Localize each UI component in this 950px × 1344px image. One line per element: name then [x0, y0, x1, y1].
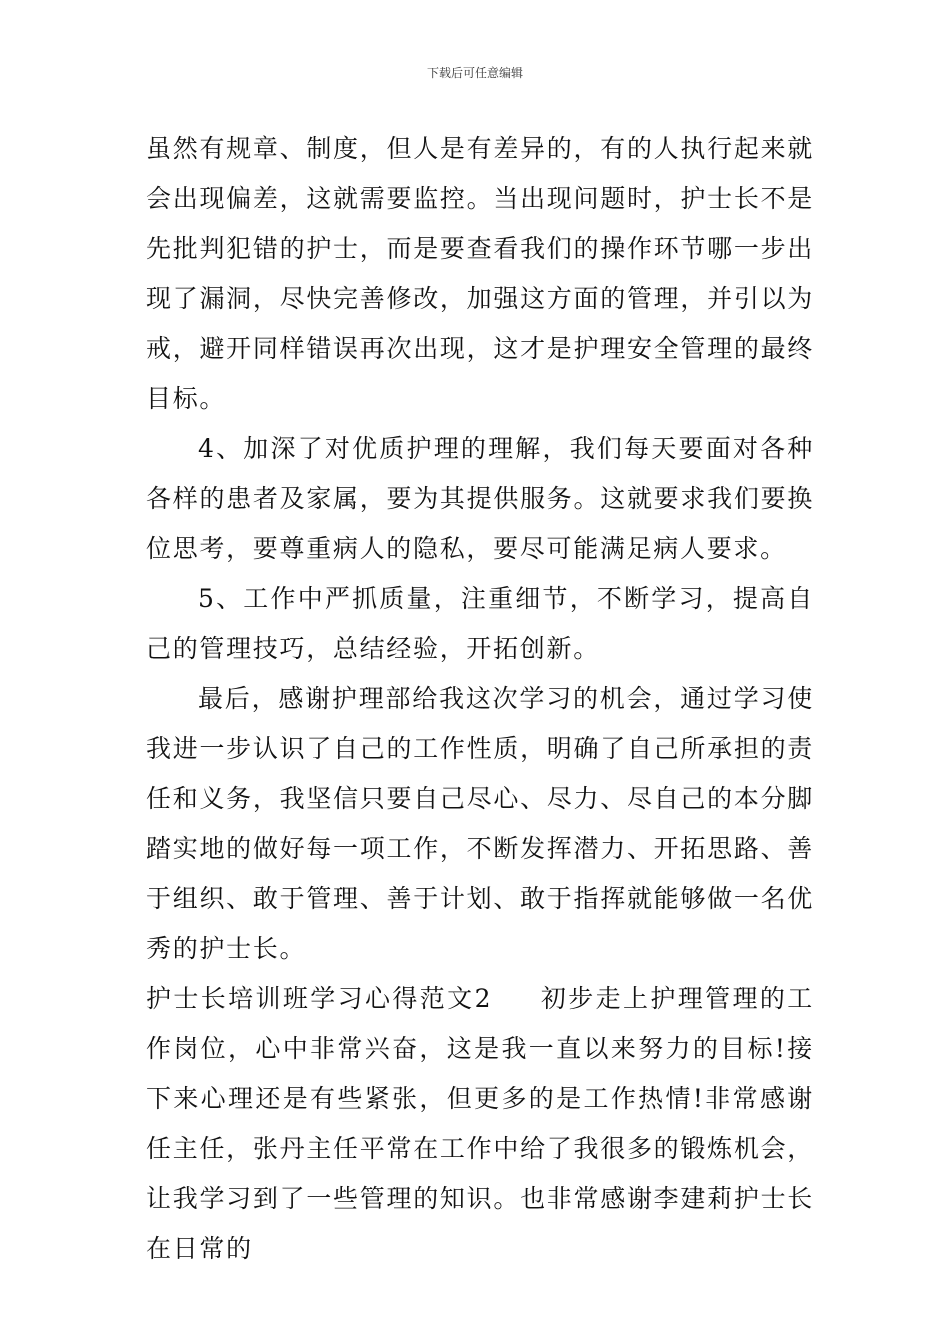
document-body: [146, 124, 814, 1274]
section-2: [146, 974, 814, 1274]
section-2-body: 初步走上护理管理的工作岗位，心中非常兴奋，这是我一直以来努力的目标!接下来心理还是有些紧张，但更多的是工作热情!非常感谢任主任，张丹主任平常在工作中给了我很多的锻炼机会，让我学习到了一些管理的知识。也非常感谢李建莉护士长在日常的: [146, 984, 814, 1263]
paragraph-item-4: 4、加深了对优质护理的理解，我们每天要面对各种各样的患者及家属，要为其提供服务。这就要求我们要换位思考，要尊重病人的隐私，要尽可能满足病人要求。: [146, 434, 814, 563]
paragraph-supervision: 虽然有规章、制度，但人是有差异的，有的人执行起来就会出现偏差，这就需要监控。当出现问题时，护士长不是先批判犯错的护士，而是要查看我们的操作环节哪一步出现了漏洞，尽快完善修改，加强这方面的管理，并引以为戒，避开同样错误再次出现，这才是护理安全管理的最终目标。: [146, 134, 814, 413]
page-header: 下载后可任意编辑: [426, 66, 523, 80]
paragraph-conclusion: 最后，感谢护理部给我这次学习的机会，通过学习使我进一步认识了自己的工作性质，明确了自己所承担的责任和义务，我坚信只要自己尽心、尽力、尽自己的本分脚踏实地的做好每一项工作，不断发挥潜力、开拓思路、善于组织、敢于管理、善于计划、敢于指挥就能够做一名优秀的护士长。: [146, 684, 814, 963]
section-2-title: 护士长培训班学习心得范文2: [146, 984, 493, 1013]
paragraph-item-5: 5、工作中严抓质量，注重细节，不断学习，提高自己的管理技巧，总结经验，开拓创新。: [146, 584, 814, 663]
